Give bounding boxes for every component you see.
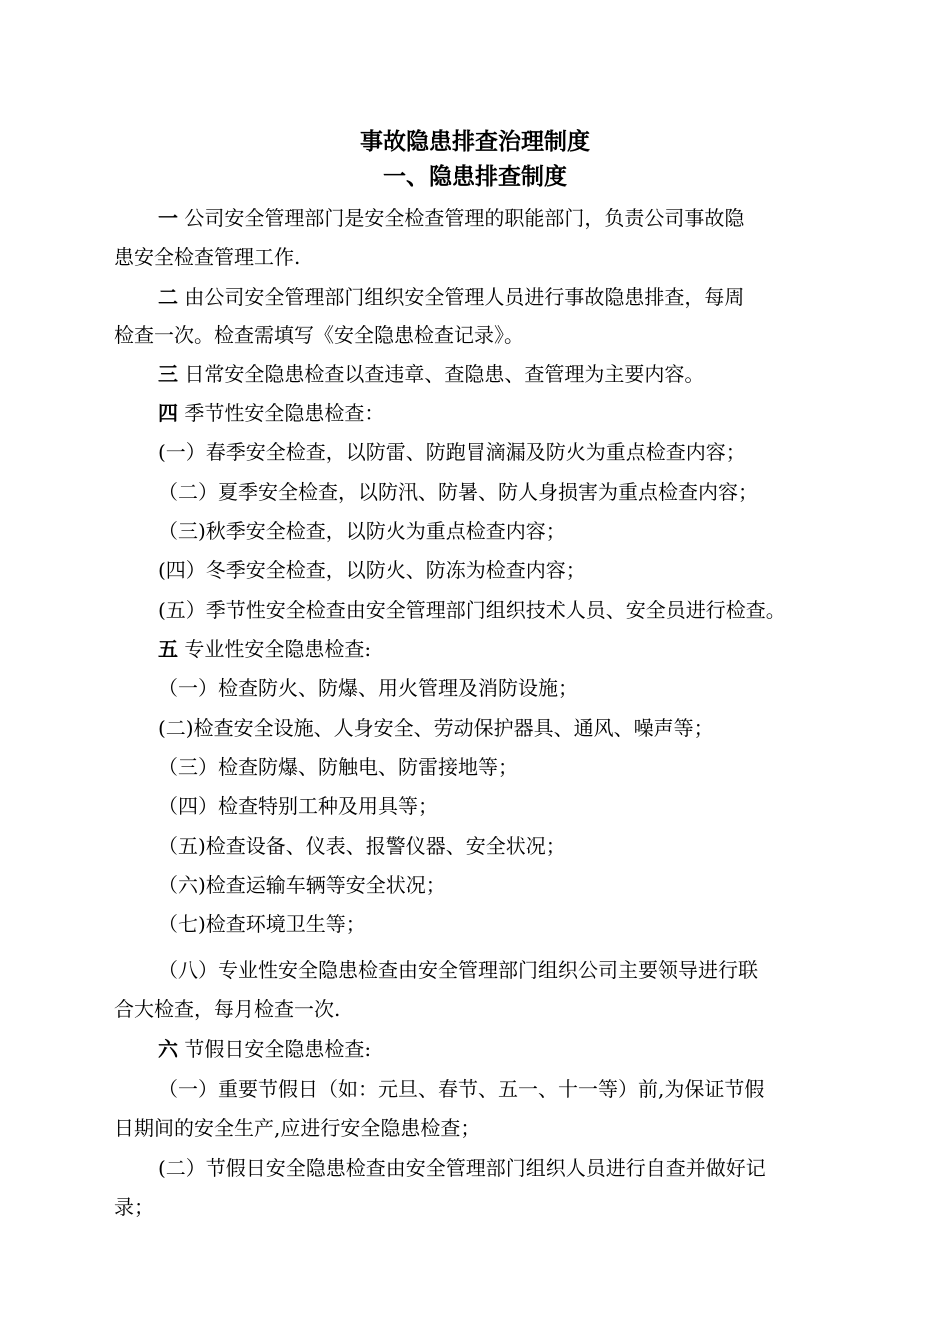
clause-number: 一 <box>158 206 178 230</box>
paragraph-line <box>158 478 758 506</box>
clause-number: 三 <box>158 362 178 386</box>
clause-text: 检查一次。检查需填写《安全隐患检查记录》。 <box>114 323 524 347</box>
document-title: 事故隐患排查治理制度 <box>360 128 590 155</box>
paragraph-line <box>158 360 704 388</box>
clause-text: （一）检查防火、防爆、用火管理及消防设施； <box>158 676 578 700</box>
clause-number: 四 <box>158 401 178 425</box>
clause-text: （五)检查设备、仪表、报警仪器、安全状况； <box>158 834 566 858</box>
clause-number: 六 <box>158 1037 178 1061</box>
paragraph-line <box>158 871 446 899</box>
clause-text: （三)秋季安全检查，以防火为重点检查内容； <box>158 519 566 543</box>
clause-text: 由公司安全管理部门组织安全管理人员进行事故隐患排查，每周 <box>178 285 745 309</box>
paragraph-line <box>158 596 786 624</box>
clause-text: （八）专业性安全隐患检查由安全管理部门组织公司主要领导进行联 <box>158 958 758 982</box>
paragraph-line <box>158 753 518 781</box>
clause-text: (四）冬季安全检查，以防火、防冻为检查内容； <box>158 558 586 582</box>
clause-text: 季节性安全隐患检查： <box>178 401 385 425</box>
clause-text: （一）重要节假日（如：元旦、春节、五一、十一等）前,为保证节假 <box>158 1077 765 1101</box>
clause-text: （七)检查环境卫生等； <box>158 912 366 936</box>
paragraph-line <box>158 635 371 663</box>
paragraph-line <box>158 714 714 742</box>
clause-text: （三）检查防爆、防触电、防雷接地等； <box>158 755 518 779</box>
clause-text: (一）春季安全检查，以防雷、防跑冒滴漏及防火为重点检查内容； <box>158 440 746 464</box>
clause-text: (二)检查安全设施、人身安全、劳动保护器具、通风、噪声等； <box>158 716 714 740</box>
paragraph-line <box>114 243 300 271</box>
paragraph-line <box>114 1114 480 1142</box>
clause-text: （四）检查特别工种及用具等； <box>158 794 438 818</box>
paragraph-line <box>158 792 438 820</box>
paragraph-line <box>158 438 746 466</box>
paragraph-line <box>158 556 586 584</box>
paragraph-line <box>158 283 744 311</box>
paragraph-line <box>158 517 566 545</box>
clause-text: 节假日安全隐患检查: <box>178 1037 372 1061</box>
clause-number: 五 <box>158 637 178 661</box>
clause-text: 专业性安全隐患检查: <box>178 637 372 661</box>
paragraph-line <box>158 1035 371 1063</box>
paragraph-line <box>114 321 524 349</box>
clause-text: 日常安全隐患检查以查违章、查隐患、查管理为主要内容。 <box>178 362 705 386</box>
clause-text: 录； <box>114 1195 154 1219</box>
paragraph-line <box>114 1193 154 1221</box>
paragraph-line <box>158 832 566 860</box>
clause-text: （二）夏季安全检查，以防汛、防暑、防人身损害为重点检查内容； <box>158 480 758 504</box>
paragraph-line <box>158 674 578 702</box>
clause-text: 患安全检查管理工作. <box>114 245 301 269</box>
clause-text: 公司安全管理部门是安全检查管理的职能部门，负责公司事故隐 <box>178 206 745 230</box>
paragraph-line <box>114 995 340 1023</box>
clause-text: (五）季节性安全检查由安全管理部门组织技术人员、安全员进行检查。 <box>158 598 786 622</box>
paragraph-line <box>158 1075 764 1103</box>
paragraph-line <box>158 204 744 232</box>
clause-text: (二）节假日安全隐患检查由安全管理部门组织人员进行自查并做好记 <box>158 1156 766 1180</box>
clause-text: 合大检查，每月检查一次. <box>114 997 341 1021</box>
paragraph-line <box>158 1154 766 1182</box>
paragraph-line <box>158 956 758 984</box>
clause-text: 日期间的安全生产,应进行安全隐患检查； <box>114 1116 481 1140</box>
paragraph-line <box>158 910 366 938</box>
section-heading: 一、隐患排查制度 <box>383 163 567 190</box>
clause-text: （六)检查运输车辆等安全状况； <box>158 873 446 897</box>
paragraph-line <box>158 399 384 427</box>
clause-number: 二 <box>158 285 178 309</box>
